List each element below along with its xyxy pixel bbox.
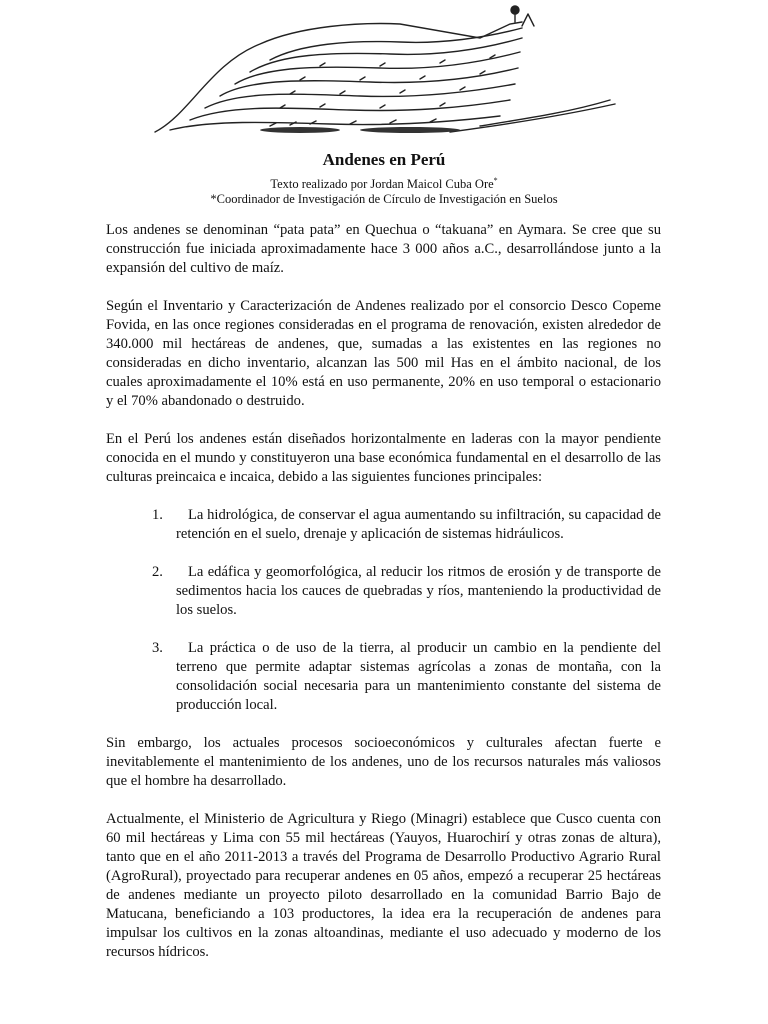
list-item-number: 2. [152, 564, 163, 580]
list-item [106, 563, 661, 620]
document-title: Andenes en Perú [322, 150, 446, 169]
list-item-number: 1. [152, 507, 163, 523]
document-body [106, 221, 661, 981]
paragraph-inventory: Según el Inventario y Caracterización de Andenes realizado por el consorcio Desco Copeme Fovida, en las once regiones consideradas en el programa de renovación, existen alrededor de 340.000 mil hectáreas de andenes, que, sumadas a las existentes en las regiones no consideradas en dicho inventario, alcanzan las 500 mil Has en el ámbito nacional, de los cuales aproximadamente el 10% está en uso permanente, 20% en uso temporal o estacionario y el 70% abandonado o destruido. [106, 298, 661, 409]
byline-block [0, 173, 768, 207]
paragraph-minagri: Actualmente, el Ministerio de Agricultura y Riego (Minagri) establece que Cusco cuenta con 60 mil hectáreas y Lima con 55 mil hectáreas (Yauyos, Huarochirí y otras zonas de altura), tanto que en el año 2011-2013 a través del Programa de Desarrollo Productivo Agrario Rural (AgroRural), proyectado para recuperar andenes en 05 años, empezó a recuperar 25 hectáreas de andenes mediante un proyecto piloto desarrollado en la comunidad Barrio Bajo de Matucana, beneficiando a 103 productores, la idea era la recuperación de andenes para impulsar los cultivos en la zonas altoandinas, mediante el uso adecuado y moderno de los recursos hídricos. [106, 811, 661, 960]
author-line [0, 173, 768, 192]
list-item-number: 3. [152, 640, 163, 656]
author-affiliation: *Coordinador de Investigación de Círculo de Investigación en Suelos [210, 192, 558, 207]
list-item-text: La práctica o de uso de la tierra, al producir un cambio en la pendiente del terreno que permite adaptar sistemas agrícolas a zonas de montaña, con la consolidación social necesaria para un mantenimiento constante del sistema de producción local. [176, 640, 661, 713]
paragraph-current-processes: Sin embargo, los actuales procesos socioeconómicos y culturales afectan fuerte e inevitablemente el mantenimiento de los andenes, uno de los recursos naturales más valiosos que el hombre ha desarrollado. [106, 735, 661, 789]
author-footnote-mark: * [493, 176, 498, 185]
paragraph-functions-intro: En el Perú los andenes están diseñados horizontalmente en laderas con la mayor pendiente conocida en el mundo y constituyeron una base económica fundamental en el desarrollo de las culturas preincaica e incaica, debido a las siguientes funciones principales: [106, 431, 661, 485]
paragraph-intro: Los andenes se denominan “pata pata” en Quechua o “takuana” en Aymara. Se cree que su construcción fue iniciada aproximadamente hace 3 000 años a.C., desarrollándose junto a la expansión del cultivo de maíz. [106, 222, 661, 276]
list-item-text: La edáfica y geomorfológica, al reducir los ritmos de erosión y de transporte de sedimentos hacia los cauces de quebradas y ríos, manteniendo la productividad de los suelos. [176, 564, 661, 618]
author-text: Texto realizado por Jordan Maicol Cuba Ore [270, 177, 494, 192]
functions-list [106, 506, 661, 715]
list-item [106, 506, 661, 544]
list-item [106, 639, 661, 715]
list-item-text: La hidrológica, de conservar el agua aumentando su infiltración, su capacidad de retención en el suelo, drenaje y aplicación de sistemas hidráulicos. [176, 507, 661, 542]
terraces-illustration [150, 4, 620, 138]
